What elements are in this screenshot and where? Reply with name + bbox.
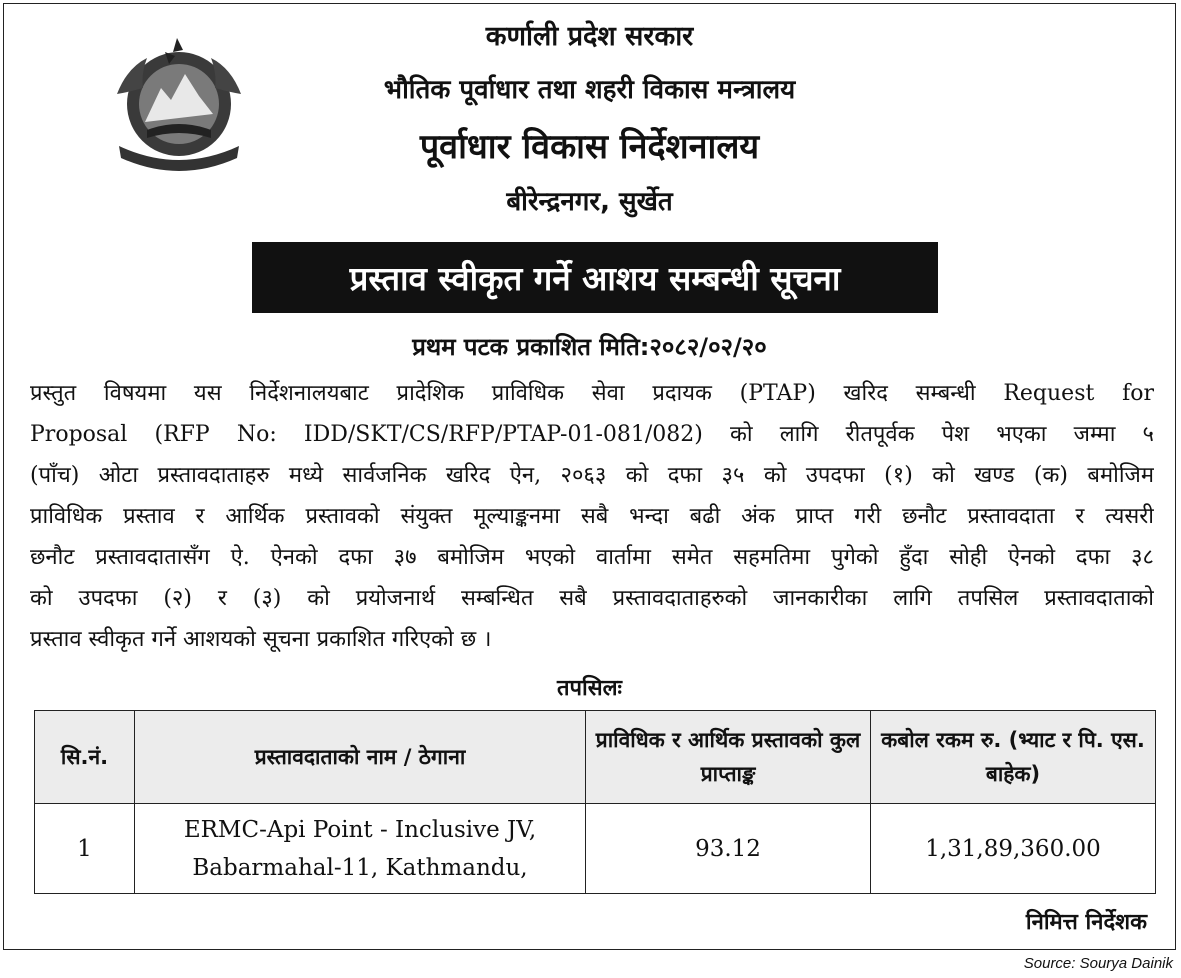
bidder-name: ERMC-Api Point - Inclusive JV, [183,816,537,843]
government-name: कर्णाली प्रदेश सरकार [485,21,694,52]
body-line: प्राविधिक प्रस्ताव र आर्थिक प्रस्तावको संयुक्त मूल्याङ्कनमा सबै भन्दा बढी अंक प्राप्त गरी छनौट प्रस्तावदाता र त्यसरी [30,504,1154,529]
cell-bid-amount: 1,31,89,360.00 [871,804,1156,894]
header-serial-number: सि.नं. [35,711,135,804]
bidder-table [34,710,1156,894]
tapasil-label: तपसिलः [557,676,622,701]
notice-title: प्रस्ताव स्वीकृत गर्ने आशय सम्बन्धी सूचना [252,242,938,313]
publication-date: प्रथम पटक प्रकाशित मिति:२०८२/०२/२० [412,333,767,361]
bidder-address: Babarmahal-11, Kathmandu, [192,854,528,881]
header-bidder-name: प्रस्तावदाताको नाम / ठेगाना [135,711,586,804]
cell-total-score: 93.12 [586,804,871,894]
cell-serial-number: 1 [35,804,135,894]
header-total-score: प्राविधिक र आर्थिक प्रस्तावको कुल प्राप्ताङ्क [586,711,871,804]
body-line: प्रस्तुत विषयमा यस निर्देशनालयबाट प्रादेशिक प्राविधिक सेवा प्रदायक (PTAP) खरिद सम्बन्धी Request for [30,381,1154,406]
body-line: Proposal (RFP No: IDD/SKT/CS/RFP/PTAP-01-081/082) को लागि रीतपूर्वक पेश भएका जम्मा ५ [30,422,1154,447]
table-row [35,804,1156,894]
body-line: छनौट प्रस्तावदातासँग ऐ. ऐनको दफा ३७ बमोजिम भएको वार्तामा समेत सहमतिमा पुगेको हुँदा सोही ऐनको दफा ३८ [30,545,1154,570]
body-line: को उपदफा (२) र (३) को प्रयोजनार्थ सम्बन्धित सबै प्रस्तावदाताहरुको जानकारीका लागि तपसिल प्रस्तावदाताको [30,586,1154,611]
signoff: निमित्त निर्देशक [1025,910,1147,935]
body-line: प्रस्ताव स्वीकृत गर्ने आशयको सूचना प्रकाशित गरिएको छ । [30,627,492,652]
directorate-name: पूर्वाधार विकास निर्देशनालय [419,127,760,167]
office-location: बीरेन्द्रनगर, सुर्खेत [506,187,673,217]
body-line: (पाँच) ओटा प्रस्तावदाताहरु मध्ये सार्वजनिक खरिद ऐन, २०६३ को दफा ३५ को उपदफा (१) को खण्ड (क) बमोजिम [30,463,1154,488]
cell-bidder-name [135,804,586,894]
notice-frame [3,3,1176,950]
source-credit: Source: Sourya Dainik [1023,955,1173,972]
table-header-row [35,711,1156,804]
header-bid-amount: कबोल रकम रु. (भ्याट र पि. एस. बाहेक) [871,711,1156,804]
ministry-name: भौतिक पूर्वाधार तथा शहरी विकास मन्त्रालय [383,75,796,105]
